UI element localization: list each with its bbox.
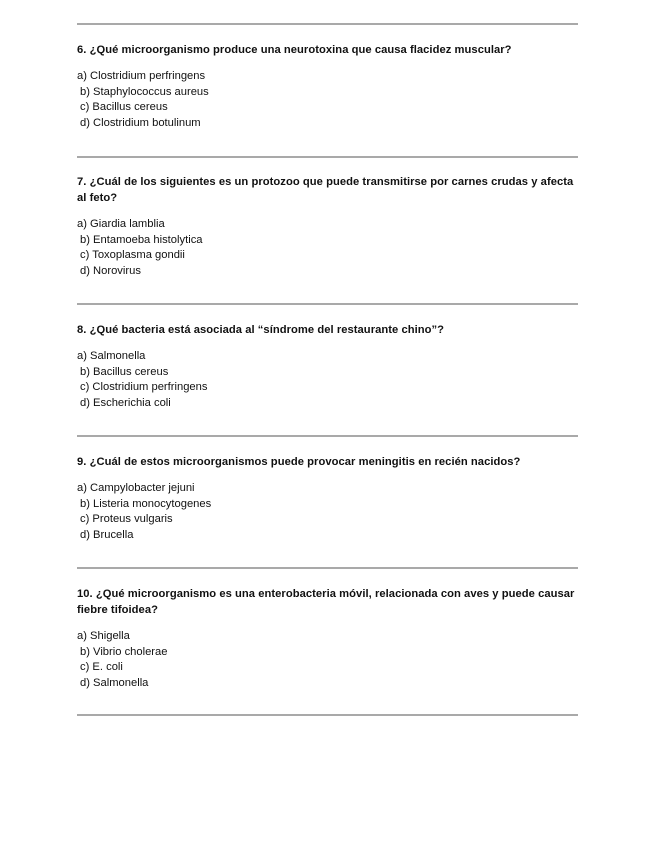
divider: [77, 303, 578, 305]
option-c: c) Bacillus cereus: [80, 101, 168, 114]
option-c: c) Toxoplasma gondii: [80, 249, 185, 262]
divider: [77, 435, 578, 437]
question-10-options: [77, 629, 577, 692]
option-c: c) E. coli: [80, 661, 123, 674]
option-b: b) Listeria monocytogenes: [80, 497, 212, 510]
question-8: [77, 322, 577, 412]
divider: [77, 23, 578, 25]
question-7-options: [77, 217, 577, 280]
divider: [77, 714, 578, 716]
option-b: b) Staphylococcus aureus: [80, 85, 209, 98]
option-b: b) Bacillus cereus: [80, 365, 169, 378]
option-c: c) Clostridium perfringens: [80, 381, 208, 394]
divider: [77, 567, 578, 569]
option-b: b) Entamoeba histolytica: [80, 233, 203, 246]
question-8-options: [77, 349, 577, 412]
option-a: a) Salmonella: [77, 350, 146, 362]
option-b: b) Vibrio cholerae: [80, 645, 168, 658]
option-a: a) Clostridium perfringens: [77, 70, 206, 82]
question-10-text: 10. ¿Qué microorganismo es una enterobacteria móvil, relacionada con aves y puede causar fiebre tifoidea?: [77, 588, 575, 616]
option-d: d) Norovirus: [80, 265, 141, 278]
question-9-text: 9. ¿Cuál de estos microorganismos puede provocar meningitis en recién nacidos?: [77, 456, 521, 468]
question-8-text: 8. ¿Qué bacteria está asociada al “síndrome del restaurante chino”?: [77, 324, 445, 336]
question-6-text: 6. ¿Qué microorganismo produce una neurotoxina que causa flacidez muscular?: [77, 44, 512, 56]
option-c: c) Proteus vulgaris: [80, 513, 173, 526]
option-d: d) Salmonella: [80, 677, 149, 690]
question-9-options: [77, 481, 577, 544]
divider: [77, 156, 578, 158]
option-d: d) Brucella: [80, 529, 134, 542]
question-7-text: 7. ¿Cuál de los siguientes es un protozoo que puede transmitirse por carnes crudas y afecta al feto?: [77, 176, 574, 204]
option-a: a) Giardia lamblia: [77, 218, 165, 230]
option-d: d) Clostridium botulinum: [80, 117, 201, 130]
option-a: a) Campylobacter jejuni: [77, 482, 195, 494]
option-d: d) Escherichia coli: [80, 397, 171, 410]
question-6-options: [77, 69, 577, 132]
question-7: [77, 174, 577, 280]
question-10: [77, 586, 577, 692]
question-6: [77, 42, 577, 132]
question-9: [77, 454, 577, 544]
option-a: a) Shigella: [77, 630, 130, 642]
